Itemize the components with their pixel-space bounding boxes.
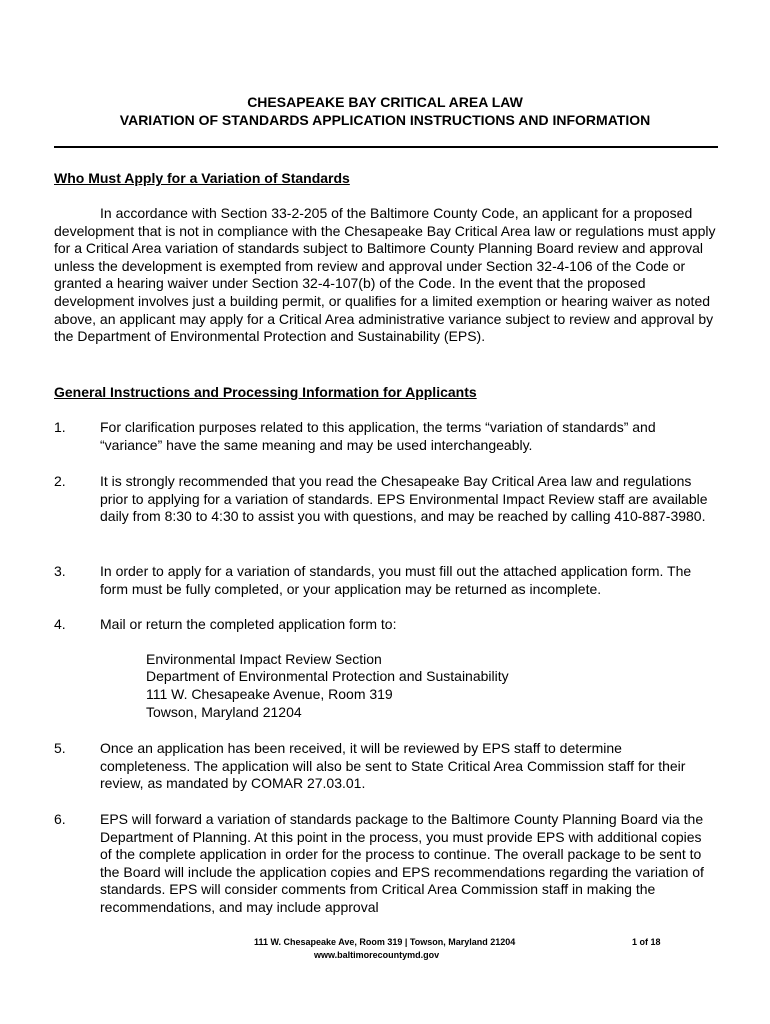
list-item-number: 2. bbox=[54, 473, 66, 489]
header-divider bbox=[54, 146, 718, 148]
list-item-text: EPS will forward a variation of standards package to the Baltimore County Planning Board via the Department of Planning. At this point in the process, you must provide EPS with additional copies of the complete application in order for the process to continue. The overall package to be sent to the Board will include the application copies and EPS recommendations regarding the variation of standards. EPS will consider comments from Critical Area Commission staff in making the recommendations, and may include approval bbox=[100, 811, 704, 915]
mailing-address-line: Towson, Maryland 21204 bbox=[146, 704, 302, 720]
list-item-number: 4. bbox=[54, 616, 66, 632]
list-item-text: It is strongly recommended that you read the Chesapeake Bay Critical Area law and regulations prior to applying for a variation of standards. EPS Environmental Impact Review staff are available daily from 8:30 to 4:30 to assist you with questions, and may be reached by calling 410-887-3980. bbox=[100, 473, 708, 525]
intro-paragraph: In accordance with Section 33-2-205 of the Baltimore County Code, an applicant for a proposed development that is not in compliance with the Chesapeake Bay Critical Area law or regulations must apply for a Critical Area variation of standards subject to Baltimore County Planning Board review and approval unless the development is exempted from review and approval under Section 32-4-106 of the Code or granted a hearing waiver under Section 32-4-107(b) of the Code. In the event that the proposed development involves just a building permit, or qualifies for a limited exemption or hearing waiver as noted above, an applicant may apply for a Critical Area administrative variance subject to review and approval by the Department of Environmental Protection and Sustainability (EPS). bbox=[54, 205, 716, 345]
list-item-text: Mail or return the completed application form to: bbox=[100, 616, 397, 632]
list-item-text: For clarification purposes related to this application, the terms “variation of standards” and “variance” have the same meaning and may be used interchangeably. bbox=[100, 419, 656, 453]
list-item-number: 6. bbox=[54, 811, 66, 827]
section-heading-who-must-apply: Who Must Apply for a Variation of Standards bbox=[54, 170, 350, 186]
section-heading-general-instructions: General Instructions and Processing Information for Applicants bbox=[54, 384, 477, 400]
mailing-address-line: Environmental Impact Review Section bbox=[146, 651, 382, 667]
mailing-address-line: 111 W. Chesapeake Avenue, Room 319 bbox=[146, 686, 393, 702]
list-item-number: 5. bbox=[54, 740, 66, 756]
mailing-address-line: Department of Environmental Protection and Sustainability bbox=[146, 668, 509, 684]
list-item-number: 3. bbox=[54, 563, 66, 579]
page-number: 1 of 18 bbox=[632, 937, 661, 947]
list-item-number: 1. bbox=[54, 419, 66, 435]
document-title-line-2: VARIATION OF STANDARDS APPLICATION INSTRUCTIONS AND INFORMATION bbox=[119, 112, 651, 128]
list-item-text: Once an application has been received, it will be reviewed by EPS staff to determine completeness. The application will also be sent to State Critical Area Commission staff for their review, as mandated by COMAR 27.03.01. bbox=[100, 740, 686, 792]
footer-website: www.baltimorecountymd.gov bbox=[314, 950, 440, 960]
document-title-line-1: CHESAPEAKE BAY CRITICAL AREA LAW bbox=[247, 94, 523, 110]
list-item-text: In order to apply for a variation of standards, you must fill out the attached application form. The form must be fully completed, or your application may be returned as incomplete. bbox=[100, 563, 692, 597]
footer-address: 111 W. Chesapeake Ave, Room 319 | Towson, Maryland 21204 bbox=[254, 937, 516, 947]
